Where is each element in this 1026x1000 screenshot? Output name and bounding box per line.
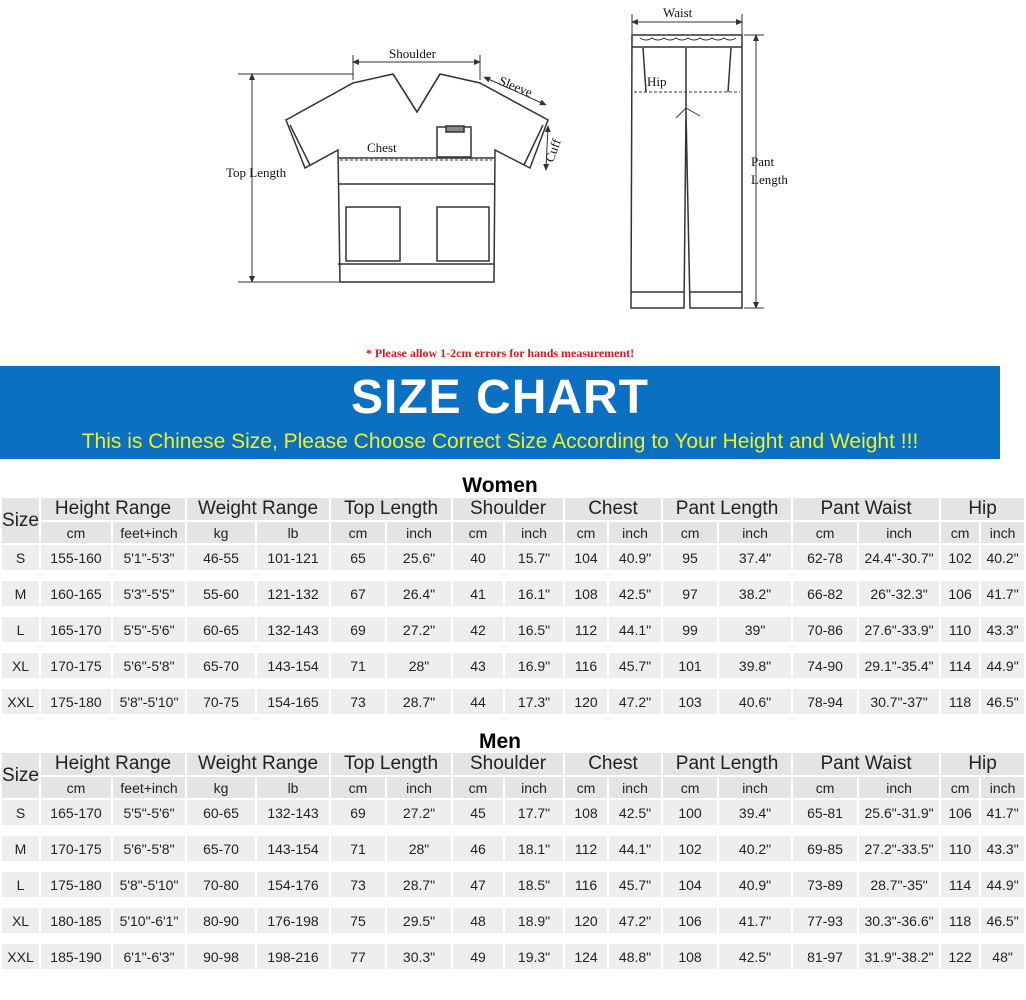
table-cell: 165-170 — [41, 800, 111, 825]
unit-header: cm — [663, 777, 717, 798]
table-row — [2, 617, 1024, 642]
table-cell: 102 — [941, 545, 979, 570]
table-row — [2, 836, 1024, 861]
table-cell: 45.7" — [609, 653, 661, 678]
table-cell: 28.7"-35" — [859, 872, 939, 897]
unit-header: inch — [609, 522, 661, 543]
unit-header: kg — [187, 522, 255, 543]
table-cell: 69-85 — [793, 836, 857, 861]
table-cell: 43 — [453, 653, 503, 678]
table-cell: 106 — [663, 908, 717, 933]
size-cell: M — [2, 836, 39, 861]
table-cell: 116 — [565, 653, 607, 678]
table-cell: 19.3" — [505, 944, 563, 969]
men-section-title: Men — [479, 730, 521, 753]
table-cell: 90-98 — [187, 944, 255, 969]
table-cell: 40.6" — [719, 689, 791, 714]
table-cell: 48 — [453, 908, 503, 933]
table-cell: 112 — [565, 617, 607, 642]
table-cell: 5'10"-6'1" — [113, 908, 185, 933]
table-cell: 44.1" — [609, 836, 661, 861]
table-cell: 47 — [453, 872, 503, 897]
table-cell: 99 — [663, 617, 717, 642]
table-cell: 17.3" — [505, 689, 563, 714]
table-cell: 175-180 — [41, 689, 111, 714]
banner-subtitle: This is Chinese Size, Please Choose Correct Size According to Your Height and Weight !!! — [81, 430, 919, 453]
table-cell: 31.9"-38.2" — [859, 944, 939, 969]
column-group-header: Pant Length — [663, 498, 791, 520]
table-cell: 180-185 — [41, 908, 111, 933]
table-cell: 108 — [565, 581, 607, 606]
column-group-header: Weight Range — [187, 753, 329, 775]
table-cell: 70-80 — [187, 872, 255, 897]
table-cell: 66-82 — [793, 581, 857, 606]
table-cell: 69 — [331, 800, 385, 825]
table-cell: 70-75 — [187, 689, 255, 714]
unit-header: cm — [793, 777, 857, 798]
table-cell: 97 — [663, 581, 717, 606]
table-cell: 30.3" — [387, 944, 451, 969]
table-cell: 25.6"-31.9" — [859, 800, 939, 825]
size-cell: XL — [2, 908, 39, 933]
table-cell: 26"-32.3" — [859, 581, 939, 606]
column-group-header: Shoulder — [453, 753, 563, 775]
hip-label: Hip — [647, 74, 667, 89]
table-cell: 46.5" — [981, 689, 1024, 714]
table-cell: 47.2" — [609, 908, 661, 933]
table-cell: 103 — [663, 689, 717, 714]
size-cell: S — [2, 545, 39, 570]
table-cell: 154-176 — [257, 872, 329, 897]
column-group-header: Top Length — [331, 753, 451, 775]
table-cell: 24.4"-30.7" — [859, 545, 939, 570]
table-cell: 73 — [331, 872, 385, 897]
shirt-drawing — [286, 74, 548, 282]
table-cell: 26.4" — [387, 581, 451, 606]
table-cell: 132-143 — [257, 617, 329, 642]
table-cell: 42 — [453, 617, 503, 642]
table-cell: 5'8"-5'10" — [113, 689, 185, 714]
column-group-header: Height Range — [41, 498, 185, 520]
table-cell: 108 — [663, 944, 717, 969]
table-cell: 5'8"-5'10" — [113, 872, 185, 897]
unit-header: inch — [719, 777, 791, 798]
sleeve-label: Sleeve — [496, 72, 535, 100]
table-cell: 6'1"-6'3" — [113, 944, 185, 969]
table-cell: 39" — [719, 617, 791, 642]
table-cell: 48" — [981, 944, 1024, 969]
column-group-header: Shoulder — [453, 498, 563, 520]
table-cell: 80-90 — [187, 908, 255, 933]
table-cell: 49 — [453, 944, 503, 969]
table-cell: 5'3"-5'5" — [113, 581, 185, 606]
table-cell: 30.3"-36.6" — [859, 908, 939, 933]
table-cell: 40.9" — [609, 545, 661, 570]
size-cell: XL — [2, 653, 39, 678]
table-cell: 41.7" — [981, 800, 1024, 825]
size-header: Size — [2, 498, 39, 543]
unit-header: inch — [719, 522, 791, 543]
column-group-header: Weight Range — [187, 498, 329, 520]
table-cell: 40.9" — [719, 872, 791, 897]
table-cell: 15.7" — [505, 545, 563, 570]
table-cell: 65-81 — [793, 800, 857, 825]
table-cell: 41.7" — [719, 908, 791, 933]
table-cell: 121-132 — [257, 581, 329, 606]
table-cell: 110 — [941, 836, 979, 861]
table-cell: 143-154 — [257, 653, 329, 678]
unit-header: inch — [859, 522, 939, 543]
unit-header: kg — [187, 777, 255, 798]
measurement-note: * Please allow 1-2cm errors for hands measurement! — [365, 346, 635, 360]
table-cell: 43.3" — [981, 617, 1024, 642]
unit-header: inch — [981, 777, 1024, 798]
unit-header: inch — [609, 777, 661, 798]
unit-header: cm — [663, 522, 717, 543]
unit-header: inch — [505, 777, 563, 798]
table-cell: 77-93 — [793, 908, 857, 933]
table-cell: 40 — [453, 545, 503, 570]
women-section-title: Women — [462, 474, 538, 497]
table-cell: 108 — [565, 800, 607, 825]
shoulder-label: Shoulder — [389, 46, 436, 61]
table-cell: 27.2" — [387, 617, 451, 642]
table-cell: 28" — [387, 836, 451, 861]
table-cell: 77 — [331, 944, 385, 969]
table-cell: 112 — [565, 836, 607, 861]
table-cell: 69 — [331, 617, 385, 642]
table-row — [2, 653, 1024, 678]
table-cell: 104 — [663, 872, 717, 897]
table-cell: 65 — [331, 545, 385, 570]
table-cell: 41.7" — [981, 581, 1024, 606]
table-row — [2, 581, 1024, 606]
table-row — [2, 689, 1024, 714]
size-header: Size — [2, 753, 39, 798]
unit-header: inch — [387, 522, 451, 543]
table-cell: 132-143 — [257, 800, 329, 825]
table-cell: 25.6" — [387, 545, 451, 570]
table-cell: 60-65 — [187, 617, 255, 642]
table-cell: 154-165 — [257, 689, 329, 714]
table-cell: 17.7" — [505, 800, 563, 825]
table-cell: 5'5"-5'6" — [113, 617, 185, 642]
unit-header: lb — [257, 522, 329, 543]
table-cell: 18.1" — [505, 836, 563, 861]
table-row — [2, 800, 1024, 825]
table-cell: 71 — [331, 653, 385, 678]
table-cell: 120 — [565, 908, 607, 933]
table-row — [2, 908, 1024, 933]
column-group-header: Chest — [565, 753, 661, 775]
top-length-label: Top Length — [226, 165, 287, 180]
table-cell: 41 — [453, 581, 503, 606]
table-cell: 46.5" — [981, 908, 1024, 933]
table-cell: 28" — [387, 653, 451, 678]
size-cell: S — [2, 800, 39, 825]
table-row — [2, 944, 1024, 969]
table-cell: 170-175 — [41, 836, 111, 861]
table-cell: 42.5" — [719, 944, 791, 969]
column-group-header: Hip — [941, 498, 1024, 520]
table-cell: 38.2" — [719, 581, 791, 606]
table-cell: 44 — [453, 689, 503, 714]
unit-header: inch — [387, 777, 451, 798]
unit-header: cm — [41, 522, 111, 543]
column-group-header: Height Range — [41, 753, 185, 775]
unit-header: inch — [859, 777, 939, 798]
table-cell: 28.7" — [387, 689, 451, 714]
table-cell: 42.5" — [609, 800, 661, 825]
table-cell: 65-70 — [187, 836, 255, 861]
pant-length-label: Pant Length — [751, 154, 788, 187]
unit-header: lb — [257, 777, 329, 798]
size-cell: XXL — [2, 944, 39, 969]
unit-header: cm — [565, 522, 607, 543]
table-cell: 106 — [941, 581, 979, 606]
table-cell: 116 — [565, 872, 607, 897]
table-cell: 101-121 — [257, 545, 329, 570]
chest-label: Chest — [367, 140, 397, 155]
table-cell: 37.4" — [719, 545, 791, 570]
table-row — [2, 545, 1024, 570]
size-cell: XXL — [2, 689, 39, 714]
size-cell: L — [2, 617, 39, 642]
table-cell: 48.8" — [609, 944, 661, 969]
table-cell: 40.2" — [719, 836, 791, 861]
table-cell: 5'6"-5'8" — [113, 653, 185, 678]
table-cell: 29.1"-35.4" — [859, 653, 939, 678]
table-cell: 176-198 — [257, 908, 329, 933]
table-cell: 39.8" — [719, 653, 791, 678]
table-cell: 102 — [663, 836, 717, 861]
table-cell: 143-154 — [257, 836, 329, 861]
table-cell: 27.2" — [387, 800, 451, 825]
table-cell: 104 — [565, 545, 607, 570]
table-cell: 106 — [941, 800, 979, 825]
unit-header: cm — [41, 777, 111, 798]
unit-header: cm — [331, 777, 385, 798]
table-cell: 114 — [941, 653, 979, 678]
table-cell: 44.9" — [981, 653, 1024, 678]
unit-header: cm — [941, 777, 979, 798]
column-group-header: Pant Waist — [793, 498, 939, 520]
table-cell: 73 — [331, 689, 385, 714]
column-group-header: Pant Waist — [793, 753, 939, 775]
table-cell: 16.1" — [505, 581, 563, 606]
table-cell: 71 — [331, 836, 385, 861]
table-cell: 29.5" — [387, 908, 451, 933]
table-cell: 18.9" — [505, 908, 563, 933]
unit-header: cm — [453, 777, 503, 798]
table-cell: 118 — [941, 908, 979, 933]
table-cell: 46-55 — [187, 545, 255, 570]
table-cell: 5'5"-5'6" — [113, 800, 185, 825]
table-cell: 160-165 — [41, 581, 111, 606]
table-cell: 62-78 — [793, 545, 857, 570]
table-cell: 39.4" — [719, 800, 791, 825]
unit-header: cm — [793, 522, 857, 543]
table-cell: 28.7" — [387, 872, 451, 897]
unit-header: cm — [453, 522, 503, 543]
table-cell: 78-94 — [793, 689, 857, 714]
table-cell: 101 — [663, 653, 717, 678]
table-cell: 5'6"-5'8" — [113, 836, 185, 861]
table-cell: 5'1"-5'3" — [113, 545, 185, 570]
table-cell: 70-86 — [793, 617, 857, 642]
table-cell: 185-190 — [41, 944, 111, 969]
table-cell: 100 — [663, 800, 717, 825]
table-cell: 30.7"-37" — [859, 689, 939, 714]
table-cell: 120 — [565, 689, 607, 714]
table-cell: 45 — [453, 800, 503, 825]
table-cell: 45.7" — [609, 872, 661, 897]
size-cell: M — [2, 581, 39, 606]
table-cell: 95 — [663, 545, 717, 570]
table-cell: 27.2"-33.5" — [859, 836, 939, 861]
table-cell: 73-89 — [793, 872, 857, 897]
women-size-table — [0, 496, 1026, 716]
table-cell: 40.2" — [981, 545, 1024, 570]
table-cell: 165-170 — [41, 617, 111, 642]
table-cell: 16.5" — [505, 617, 563, 642]
waist-label: Waist — [663, 5, 693, 20]
table-cell: 124 — [565, 944, 607, 969]
table-cell: 74-90 — [793, 653, 857, 678]
table-cell: 44.1" — [609, 617, 661, 642]
table-cell: 198-216 — [257, 944, 329, 969]
table-cell: 46 — [453, 836, 503, 861]
table-cell: 60-65 — [187, 800, 255, 825]
unit-header: inch — [505, 522, 563, 543]
unit-header: feet+inch — [113, 777, 185, 798]
unit-header: cm — [331, 522, 385, 543]
table-cell: 18.5" — [505, 872, 563, 897]
table-cell: 81-97 — [793, 944, 857, 969]
column-group-header: Pant Length — [663, 753, 791, 775]
table-cell: 75 — [331, 908, 385, 933]
table-cell: 175-180 — [41, 872, 111, 897]
column-group-header: Top Length — [331, 498, 451, 520]
table-cell: 170-175 — [41, 653, 111, 678]
table-row — [2, 872, 1024, 897]
unit-header: feet+inch — [113, 522, 185, 543]
table-cell: 27.6"-33.9" — [859, 617, 939, 642]
table-cell: 122 — [941, 944, 979, 969]
table-cell: 42.5" — [609, 581, 661, 606]
men-size-table — [0, 751, 1026, 971]
table-cell: 110 — [941, 617, 979, 642]
garment-diagram — [0, 0, 1000, 345]
table-cell: 16.9" — [505, 653, 563, 678]
unit-header: cm — [565, 777, 607, 798]
unit-header: inch — [981, 522, 1024, 543]
banner-title: SIZE CHART — [351, 371, 649, 424]
table-cell: 67 — [331, 581, 385, 606]
table-cell: 65-70 — [187, 653, 255, 678]
scrubs-illustration — [0, 0, 1000, 345]
column-group-header: Chest — [565, 498, 661, 520]
cuff-label: Cuff — [541, 136, 564, 165]
column-group-header: Hip — [941, 753, 1024, 775]
table-cell: 44.9" — [981, 872, 1024, 897]
table-cell: 118 — [941, 689, 979, 714]
table-cell: 43.3" — [981, 836, 1024, 861]
table-cell: 55-60 — [187, 581, 255, 606]
table-cell: 155-160 — [41, 545, 111, 570]
table-cell: 47.2" — [609, 689, 661, 714]
unit-header: cm — [941, 522, 979, 543]
table-cell: 114 — [941, 872, 979, 897]
size-cell: L — [2, 872, 39, 897]
